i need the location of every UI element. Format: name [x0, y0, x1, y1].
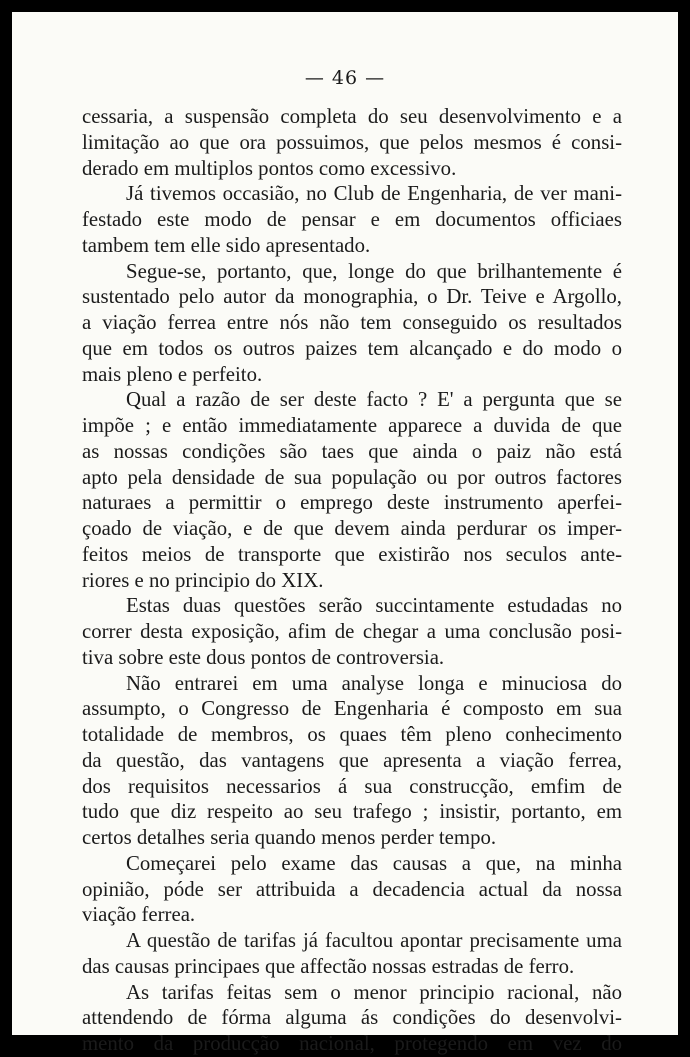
text-line: que em todos os outros paizes tem alcançado e do modo o	[82, 336, 622, 360]
body-text	[82, 104, 622, 1057]
text-line: opinião, póde ser attribuida a decadencia actual da nossa	[82, 877, 622, 901]
text-line: Segue-se, portanto, que, longe do que brilhantemente é	[126, 259, 622, 283]
text-line: Não entrarei em uma analyse longa e minuciosa do	[126, 671, 622, 695]
text-line: apto pela densidade de sua população ou por outros factores	[82, 465, 622, 489]
text-line: As tarifas feitas sem o menor principio racional, não	[126, 980, 622, 1004]
text-line: A questão de tarifas já facultou apontar precisamente uma	[126, 929, 622, 952]
text-line: tiva sobre este dous pontos de controversia.	[82, 645, 445, 669]
text-line: feitos meios de transporte que existirão nos seculos ante-	[82, 542, 622, 566]
paragraph	[82, 387, 622, 593]
paragraph	[82, 259, 622, 388]
text-line: Qual a razão de ser deste facto ? E' a pergunta que se	[126, 388, 622, 412]
text-line: Começarei pelo exame das causas a que, na minha	[126, 851, 622, 875]
text-line: as nossas condições são taes que ainda o paiz não está	[82, 439, 622, 463]
text-line: attendendo de fórma alguma ás condições do desenvolvi-	[82, 1006, 622, 1030]
text-line: çoado de viação, e de que devem ainda perdurar os imper-	[82, 517, 622, 540]
text-line: Já tivemos occasião, no Club de Engenharia, de ver mani-	[126, 182, 622, 206]
text-line: da questão, das vantagens que apresenta a viação ferrea,	[82, 748, 622, 772]
text-line: impõe ; e então immediatamente apparece a duvida de que	[82, 414, 622, 437]
text-line: certos detalhes seria quando menos perder tempo.	[82, 826, 497, 849]
text-line: tambem tem elle sido apresentado.	[82, 233, 371, 257]
text-line: Estas duas questões serão succintamente estudadas no	[126, 594, 622, 618]
text-line: cessaria, a suspensão completa do seu desenvolvimento e a	[82, 105, 622, 128]
text-line: dos requisitos necessarios á sua construcção, emfim de	[82, 774, 622, 798]
paragraph	[82, 980, 622, 1057]
text-line: festado este modo de pensar e em documentos officiaes	[82, 208, 622, 231]
paragraph	[82, 104, 622, 181]
text-line: derado em multiplos pontos como excessivo.	[82, 156, 457, 180]
text-line: riores e no principio do XIX.	[82, 568, 324, 592]
text-line: naturaes a permittir o emprego deste instrumento aperfei-	[82, 491, 622, 515]
paragraph	[82, 851, 622, 928]
text-line: assumpto, o Congresso de Engenharia é composto em sua	[82, 697, 622, 721]
text-line: das causas principaes que affectão nossas estradas de ferro.	[82, 954, 575, 978]
text-line: mento da producção nacional, protegendo em vez do	[82, 1032, 622, 1055]
document-page	[12, 12, 678, 1055]
paragraph	[82, 181, 622, 258]
paragraph	[82, 593, 622, 670]
text-line: a viação ferrea entre nós não tem conseguido os resultados	[82, 311, 622, 334]
paragraph	[82, 928, 622, 980]
page-number: — 46 —	[304, 67, 386, 89]
text-line: limitação ao que ora possuimos, que pelos mesmos é consi-	[82, 130, 622, 154]
text-line: correr desta exposição, afim de chegar a uma conclusão posi-	[82, 620, 622, 643]
text-line: tudo que diz respeito ao seu trafego ; insistir, portanto, em	[82, 800, 622, 824]
text-line: viação ferrea.	[82, 903, 196, 927]
text-line: totalidade de membros, os quaes têm pleno conhecimento	[82, 723, 622, 746]
text-line: sustentado pelo autor da monographia, o Dr. Teive e Argollo,	[82, 285, 622, 309]
text-line: mais pleno e perfeito.	[82, 362, 263, 386]
paragraph	[82, 671, 622, 851]
